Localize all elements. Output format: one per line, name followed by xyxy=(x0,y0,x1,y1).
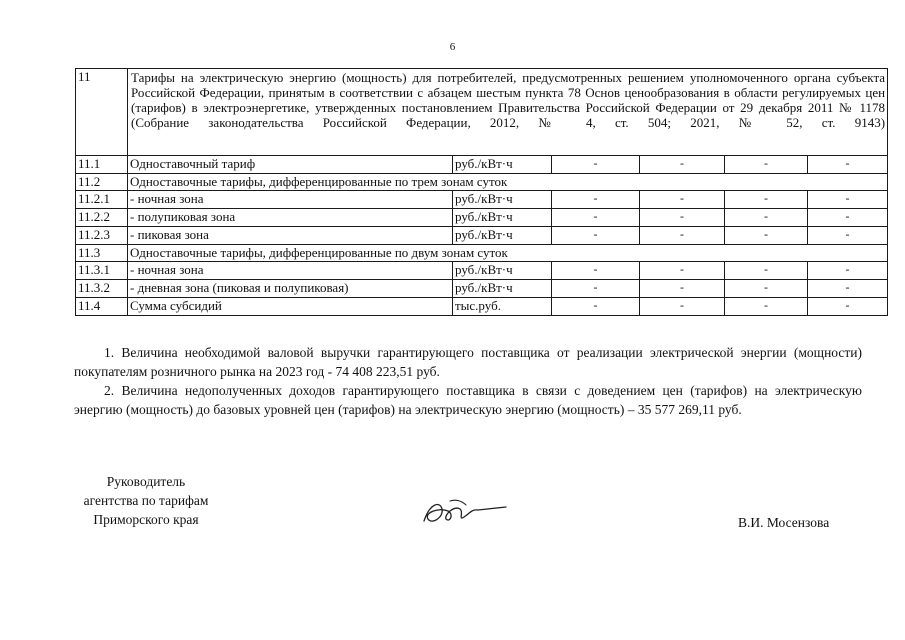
table-row-11 xyxy=(76,69,888,156)
row-description: - ночная зона xyxy=(128,191,453,209)
row-value: - xyxy=(640,191,725,209)
row-number: 11.2.3 xyxy=(76,227,128,245)
row-number: 11.1 xyxy=(76,156,128,174)
row-unit: руб./кВт·ч xyxy=(453,191,552,209)
row-value: - xyxy=(640,280,725,298)
row-value: - xyxy=(725,227,808,245)
signatory-title xyxy=(76,472,216,529)
row-number: 11.3.1 xyxy=(76,262,128,280)
row-unit: руб./кВт·ч xyxy=(453,156,552,174)
row-description: - пиковая зона xyxy=(128,227,453,245)
table-row-11-1 xyxy=(76,156,888,174)
signatory-title-line: агентства по тарифам xyxy=(83,493,209,508)
row-unit: тыс.руб. xyxy=(453,298,552,316)
row-number: 11.2.1 xyxy=(76,191,128,209)
row-value: - xyxy=(725,191,808,209)
signatory-title-line: Приморского края xyxy=(93,512,199,527)
table-row-11-2-1 xyxy=(76,191,888,209)
row-value: - xyxy=(808,156,888,174)
row-unit: руб./кВт·ч xyxy=(453,227,552,245)
row-value: - xyxy=(552,156,640,174)
row-value: - xyxy=(808,209,888,227)
row-description: - дневная зона (пиковая и полупиковая) xyxy=(128,280,453,298)
row-value: - xyxy=(640,262,725,280)
row-description: Одноставочный тариф xyxy=(128,156,453,174)
row-value: - xyxy=(552,298,640,316)
page-number: 6 xyxy=(449,41,456,53)
table-row-11-2-3 xyxy=(76,227,888,245)
note-paragraph: 2. Величина недополученных доходов гарантирующего поставщика в связи с доведением цен (тарифов) на электрическую энергию (мощность) до базовых уровней цен (тарифов) на электрическую энергию (мощность) – 35 577 269,11 руб. xyxy=(74,383,862,417)
row-value: - xyxy=(725,209,808,227)
row-value: - xyxy=(552,227,640,245)
table-row-11-3-1 xyxy=(76,262,888,280)
row-number: 11.2 xyxy=(76,174,128,191)
row-number: 11.2.2 xyxy=(76,209,128,227)
row-value: - xyxy=(640,209,725,227)
row-value: - xyxy=(808,298,888,316)
row-description: Одноставочные тарифы, дифференцированные по трем зонам суток xyxy=(128,174,888,191)
row-value: - xyxy=(725,298,808,316)
row-value: - xyxy=(808,280,888,298)
handwritten-signature xyxy=(420,495,510,531)
tariff-table xyxy=(75,68,888,316)
row-value: - xyxy=(552,262,640,280)
row-description: Сумма субсидий xyxy=(128,298,453,316)
row-value: - xyxy=(552,191,640,209)
row-value: - xyxy=(640,227,725,245)
row-description: - ночная зона xyxy=(128,262,453,280)
row-unit: руб./кВт·ч xyxy=(453,280,552,298)
row-value: - xyxy=(640,156,725,174)
signatory-name: В.И. Мосензова xyxy=(738,515,830,530)
row-value: - xyxy=(808,262,888,280)
row-number: 11 xyxy=(76,69,128,156)
row-unit: руб./кВт·ч xyxy=(453,262,552,280)
row-value: - xyxy=(725,156,808,174)
row-value: - xyxy=(808,227,888,245)
signatory-title-line: Руководитель xyxy=(106,474,186,489)
row-number: 11.3 xyxy=(76,245,128,262)
table-row-11-2-2 xyxy=(76,209,888,227)
note-paragraph: 1. Величина необходимой валовой выручки гарантирующего поставщика от реализации электрической энергии (мощности) покупателям розничного рынка на 2023 год - 74 408 223,51 руб. xyxy=(74,345,862,379)
table-row-11-4 xyxy=(76,298,888,316)
table-row-11-2 xyxy=(76,174,888,191)
row-value: - xyxy=(552,209,640,227)
row-description: Тарифы на электрическую энергию (мощность) для потребителей, предусмотренных решением уполномоченного органа субъекта Российской Федерации, принятым в соответствии с абзацем шестым пункта 78 Основ ценообразования в области регулируемых цен (тарифов) в электроэнергетике, утвержденных постановлением Правительства Российской Федерации от 29 декабря 2011 № 1178 (Собрание законодательства Российской Федерации, 2012, № 4, ст. 504; 2021, № 52, ст. 9143) xyxy=(128,69,888,156)
notes-section xyxy=(74,343,862,419)
row-value: - xyxy=(725,280,808,298)
row-value: - xyxy=(808,191,888,209)
table-row-11-3 xyxy=(76,245,888,262)
row-value: - xyxy=(640,298,725,316)
row-description: - полупиковая зона xyxy=(128,209,453,227)
row-unit: руб./кВт·ч xyxy=(453,209,552,227)
row-number: 11.3.2 xyxy=(76,280,128,298)
row-description: Одноставочные тарифы, дифференцированные по двум зонам суток xyxy=(128,245,888,262)
row-value: - xyxy=(725,262,808,280)
row-number: 11.4 xyxy=(76,298,128,316)
table-row-11-3-2 xyxy=(76,280,888,298)
row-value: - xyxy=(552,280,640,298)
